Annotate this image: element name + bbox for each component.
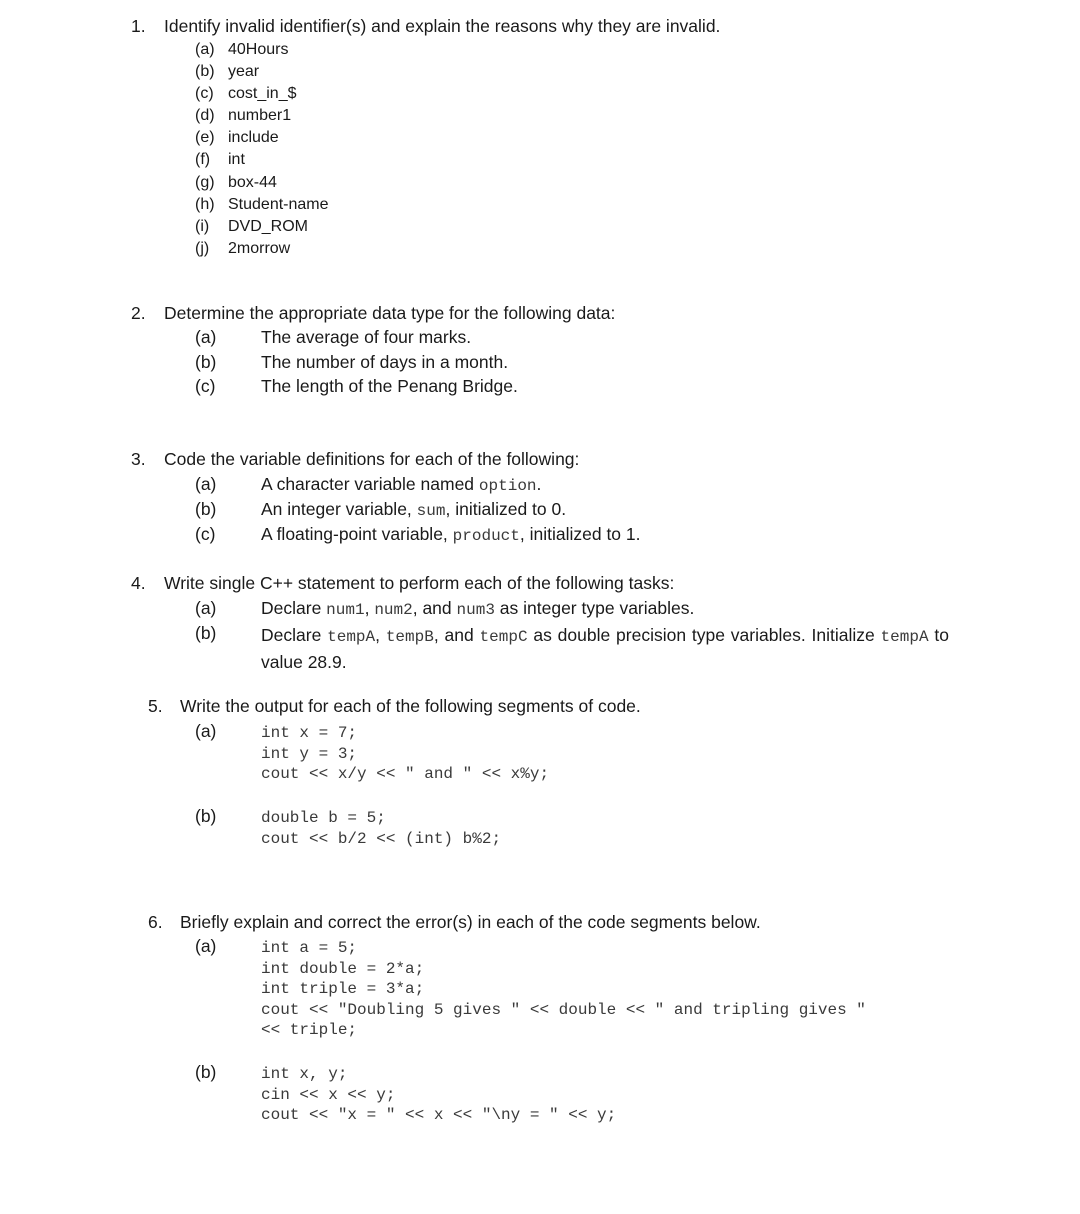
question-2-text: Determine the appropriate data type for the following data:: [164, 303, 616, 323]
code-block: double b = 5; cout << b/2 << (int) b%2;: [261, 809, 502, 848]
question-3-number: 3.: [131, 449, 146, 469]
question-1-text: Identify invalid identifier(s) and explain the reasons why they are invalid.: [164, 16, 721, 36]
code-identifier: tempA: [880, 628, 929, 646]
question-1-number: 1.: [131, 16, 146, 36]
question-6-text: Briefly explain and correct the error(s) in each of the code segments below.: [180, 912, 761, 932]
list-item: (i) DVD_ROM: [195, 217, 309, 235]
code-block: int x, y; cin << x << y; cout << "x = " << x << "\ny = " << y;: [261, 1065, 617, 1125]
question-4-number: 4.: [131, 573, 146, 593]
code-identifier: num2: [374, 601, 413, 619]
code-identifier: tempC: [479, 628, 528, 646]
list-item: (a) 40Hours: [195, 41, 289, 58]
code-block: int a = 5; int double = 2*a; int triple = 3*a; cout << "Doubling 5 gives " << double << " and tripling gives " << triple;: [261, 939, 866, 1040]
list-item: (h) Student-name: [195, 195, 329, 213]
question-6-number: 6.: [148, 912, 163, 932]
list-item: (j) 2morrow: [195, 239, 291, 257]
code-identifier: num1: [326, 601, 365, 619]
list-item: (b) year: [195, 63, 260, 81]
code-identifier: tempA: [327, 628, 376, 646]
question-3-text: Code the variable definitions for each of the following:: [164, 449, 580, 469]
code-identifier: option: [478, 477, 537, 495]
question-4-text: Write single C++ statement to perform each of the following tasks:: [164, 573, 675, 593]
code-identifier: num3: [456, 601, 495, 619]
question-1-list: [195, 39, 329, 260]
code-identifier: tempB: [385, 628, 434, 646]
question-5-number: 5.: [148, 696, 163, 716]
list-item: (f) int: [195, 151, 245, 169]
list-item: (c) cost_in_$: [195, 85, 297, 103]
code-identifier: sum: [416, 502, 446, 520]
list-item: (g) box-44: [195, 173, 277, 191]
code-block: int x = 7; int y = 3; cout << x/y << " and " << x%y;: [261, 724, 550, 784]
code-identifier: product: [452, 527, 520, 545]
question-2-number: 2.: [131, 303, 146, 323]
list-item: (e) include: [195, 129, 279, 147]
list-item: (d) number1: [195, 107, 292, 125]
question-5-text: Write the output for each of the following segments of code.: [180, 696, 641, 716]
